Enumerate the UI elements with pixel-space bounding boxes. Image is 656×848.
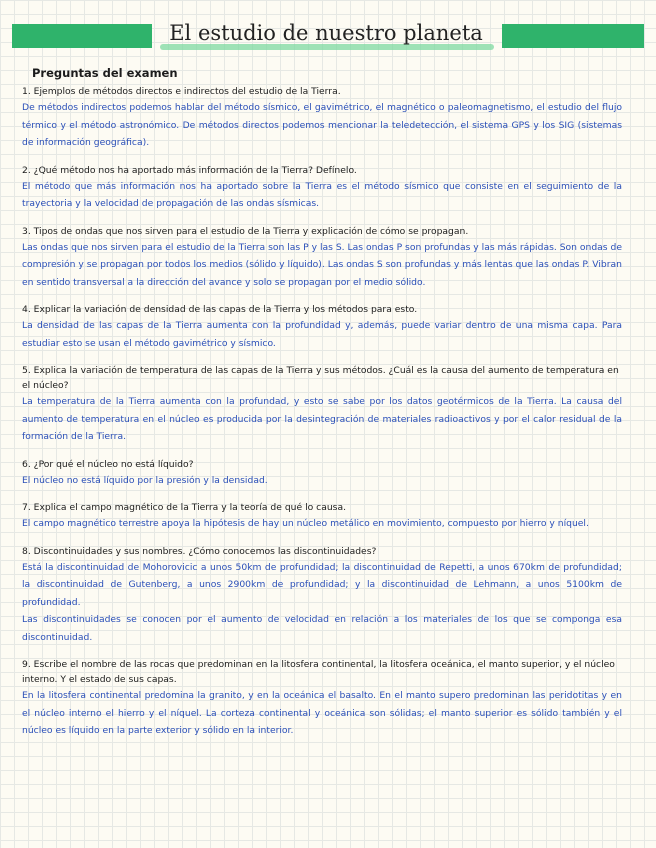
answer-2: El método que más información nos ha aportado sobre la Tierra es el método sísmico que consiste en el seguimiento de la trayectoria y la velocidad de propagación de las ondas sísmicas. <box>22 180 622 209</box>
qa-item-5 <box>22 363 622 446</box>
qa-item-8 <box>22 544 622 647</box>
qa-item-1 <box>22 84 622 152</box>
qa-item-6 <box>22 457 622 490</box>
question-3: 3. Tipos de ondas que nos sirven para el estudio de la Tierra y explicación de cómo se propagan. <box>22 225 469 237</box>
question-6: 6. ¿Por qué el núcleo no está líquido? <box>22 458 194 470</box>
qa-item-3 <box>22 224 622 292</box>
answer-7: El campo magnético terrestre apoya la hipótesis de hay un núcleo metálico en movimiento, compuesto por hierro y níquel. <box>22 518 589 529</box>
answer-3: Las ondas que nos sirven para el estudio de la Tierra son las P y las S. Las ondas P son profundas y las más rápidas. Son ondas de compresión y se propagan por todos los medios (sólido y líquido). Las ondas S son profundas y más lentas que las ondas P. Vibran en sentido transversal a la dirección del avance y solo se propagan por el medio sólido. <box>22 241 622 288</box>
header-bar-left <box>12 24 152 48</box>
exam-heading: Preguntas del examen <box>32 66 178 80</box>
answer-4: La densidad de las capas de la Tierra aumenta con la profundidad y, además, puede variar dentro de una misma capa. Para estudiar esto se usan el método gavimétrico y sísmico. <box>22 320 622 349</box>
answer-8a: Está la discontinuidad de Mohorovicic a unos 50km de profundidad; la discontinuidad de Repetti, a unos 670km de profundidad; la discontinuidad de Gutenberg, a unos 2900km de profundidad; y la discontinuidad de Lehmann, a unos 5100km de profundidad. <box>22 561 622 608</box>
question-1: 1. Ejemplos de métodos directos e indirectos del estudio de la Tierra. <box>22 86 341 97</box>
header-bar-right <box>502 24 644 48</box>
question-2: 2. ¿Qué método nos ha aportado más información de la Tierra? Defínelo. <box>22 164 357 176</box>
question-8: 8. Discontinuidades y sus nombres. ¿Cómo conocemos las discontinuidades? <box>22 545 377 557</box>
question-9: 9. Escribe el nombre de las rocas que predominan en la litosfera continental, la litosfera oceánica, el manto superior, y el núcleo interno. Y el estado de sus capas. <box>22 659 615 685</box>
answer-1: De métodos indirectos podemos hablar del método sísmico, el gavimétrico, el magnético o paleomagnetismo, el estudio del flujo térmico y el método astronómico. De métodos directos podemos mencionar la teledetección, el sistema GPS y los SIG (sistemas de información geográfica). <box>22 102 622 148</box>
page-title: El estudio de nuestro planeta <box>169 21 483 45</box>
answer-9: En la litosfera continental predomina la granito, y en la oceánica el basalto. En el manto supero predominan las peridotitas y en el núcleo interno el hierro y el níquel. La corteza continental y oceánica son sólidas; el manto superior es sólido también y el núcleo es líquido en la parte exterior y sólido en la interior. <box>22 690 622 736</box>
exam-content <box>22 66 622 751</box>
qa-item-7 <box>22 500 622 533</box>
answer-5: La temperatura de la Tierra aumenta con la profundad, y esto se sabe por los datos geotérmicos de la Tierra. La causa del aumento de temperatura en el núcleo es producida por la desintegración de materiales radioactivos y por el calor residual de la formación de la Tierra. <box>22 396 622 442</box>
qa-item-2 <box>22 163 622 213</box>
answer-8b: Las discontinuidades se conocen por el aumento de velocidad en relación a los materiales de los que se componga esa discontinuidad. <box>22 614 622 643</box>
question-5: 5. Explica la variación de temperatura de las capas de la Tierra y sus métodos. ¿Cuál es la causa del aumento de temperatura en el núcleo? <box>22 365 619 391</box>
question-7: 7. Explica el campo magnético de la Tierra y la teoría de qué lo causa. <box>22 502 347 513</box>
answer-6: El núcleo no está líquido por la presión y la densidad. <box>22 474 268 486</box>
question-4: 4. Explicar la variación de densidad de las capas de la Tierra y los métodos para esto. <box>22 304 418 315</box>
qa-item-9 <box>22 657 622 740</box>
qa-item-4 <box>22 302 622 352</box>
